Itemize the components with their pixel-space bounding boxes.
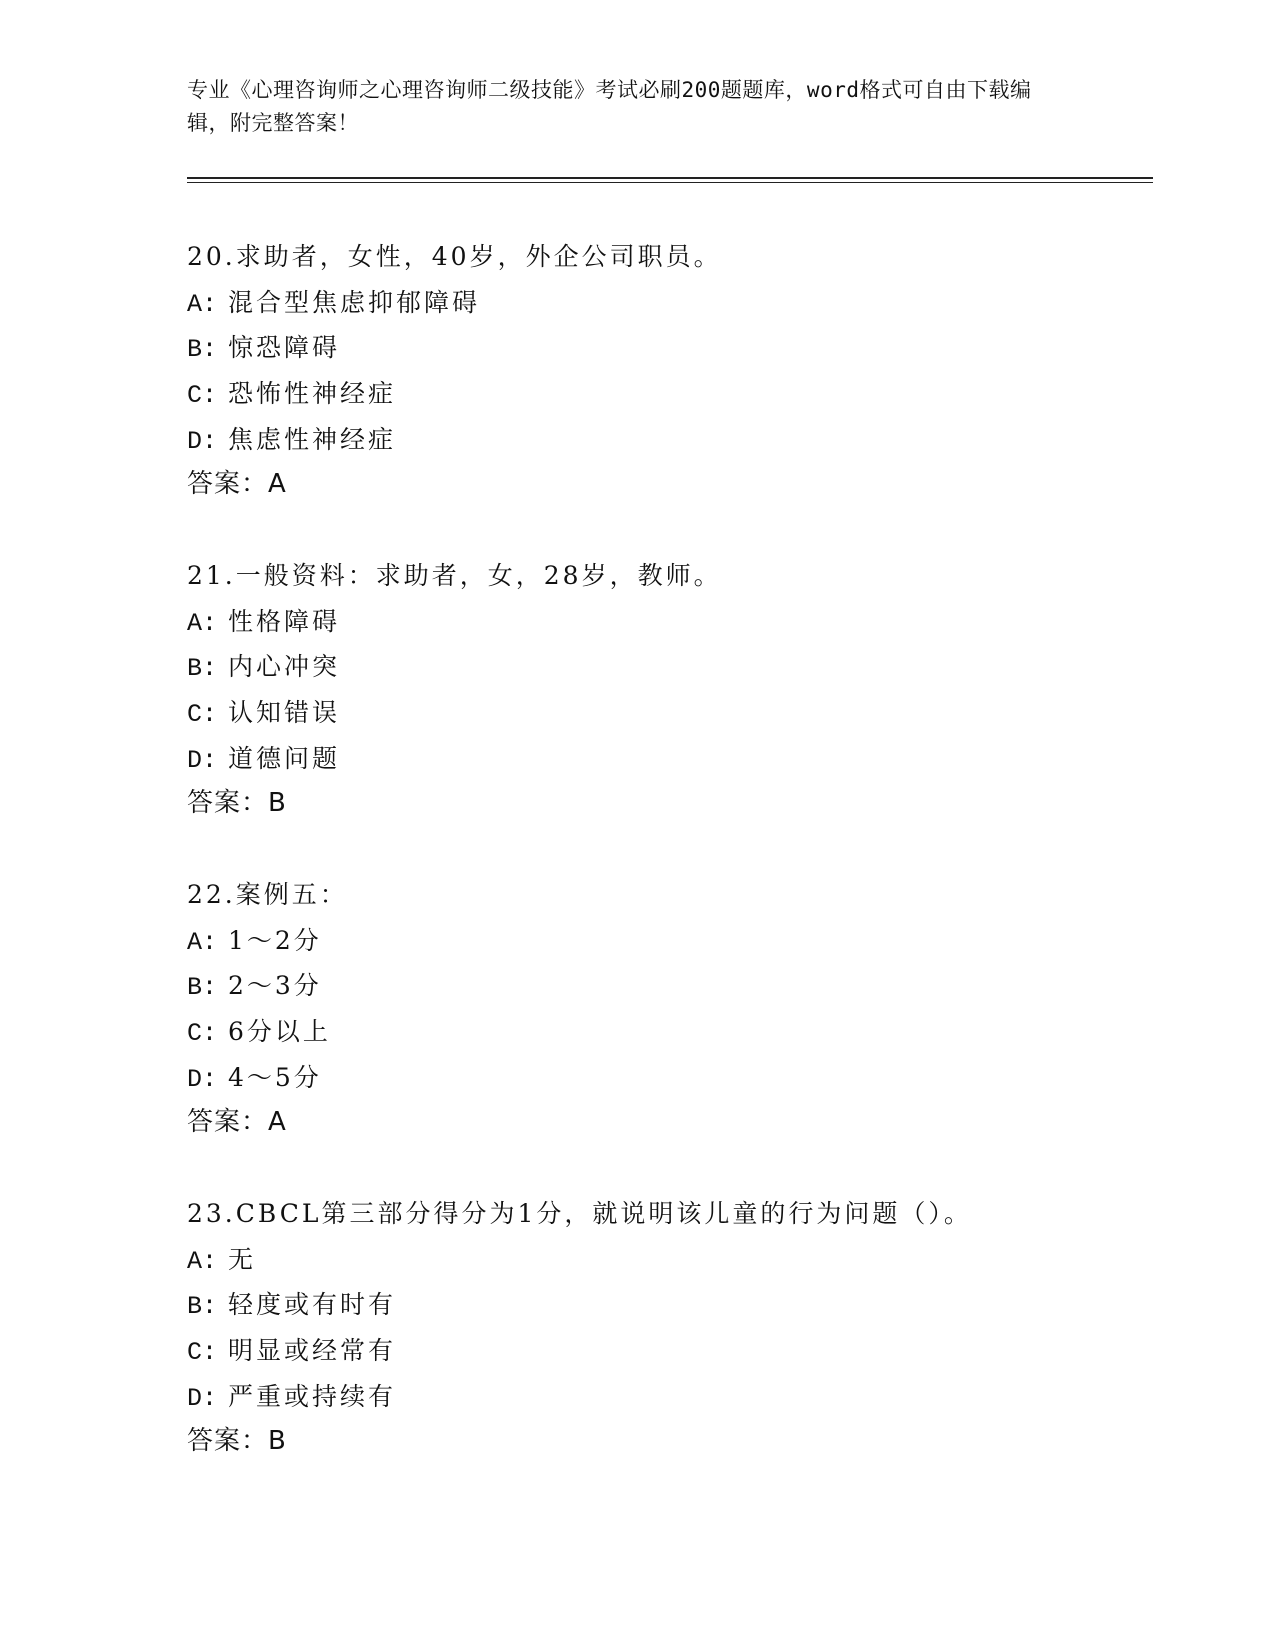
option-b [187,325,1187,371]
option-label: B: [187,654,218,684]
question-block [187,234,1187,508]
option-label: A: [187,608,218,638]
option-label: D: [187,1064,218,1094]
option-b [187,644,1187,690]
header-divider-thin [187,182,1153,183]
option-text: 1～2分 [227,925,322,955]
option-c [187,1328,1187,1374]
option-text: 惊恐障碍 [227,333,340,363]
option-label: B: [187,1292,218,1322]
question-block [187,553,1187,827]
option-label: D: [187,1383,218,1413]
option-text: 道德问题 [227,743,340,773]
option-b [187,963,1187,1009]
option-text: 2～3分 [227,971,322,1001]
option-label: D: [187,745,218,775]
option-d [187,736,1187,782]
option-text: 明显或经常有 [227,1336,396,1366]
option-c [187,371,1187,417]
option-label: C: [187,700,218,730]
option-text: 恐怖性神经症 [227,379,396,409]
option-a [187,918,1187,964]
option-label: D: [187,426,218,456]
answer-line: 答案：A [187,1107,287,1138]
option-a [187,1237,1187,1283]
header-divider-thick [187,177,1153,179]
question-stem: 22.案例五： [187,880,348,909]
option-d [187,417,1187,463]
option-text: 性格障碍 [227,606,340,636]
option-c [187,1009,1187,1055]
answer-line: 答案：B [187,788,287,819]
option-label: A: [187,927,218,957]
option-label: A: [187,1246,218,1276]
question-block [187,872,1187,1146]
option-text: 轻度或有时有 [227,1290,396,1320]
option-text: 焦虑性神经症 [227,424,396,454]
option-d [187,1055,1187,1101]
option-text: 认知错误 [227,698,340,728]
option-text: 4～5分 [227,1062,322,1092]
option-label: C: [187,1019,218,1049]
question-stem: 20.求助者，女性，40岁，外企公司职员。 [187,242,722,271]
option-label: A: [187,289,218,319]
option-a [187,280,1187,326]
question-stem: 23.CBCL第三部分得分为1分，就说明该儿童的行为问题（）。 [187,1199,972,1228]
option-text: 无 [227,1244,256,1274]
document-header: 专业《心理咨询师之心理咨询师二级技能》考试必刷200题题库，word格式可自由下载编辑，附完整答案！ [187,78,1032,135]
option-text: 严重或持续有 [227,1381,396,1411]
question-stem: 21.一般资料：求助者，女，28岁，教师。 [187,561,722,590]
option-label: C: [187,1338,218,1368]
answer-line: 答案：B [187,1426,287,1457]
option-label: C: [187,381,218,411]
option-text: 混合型焦虑抑郁障碍 [227,287,480,317]
option-c [187,690,1187,736]
option-d [187,1374,1187,1420]
option-text: 6分以上 [227,1017,331,1047]
option-a [187,599,1187,645]
option-label: B: [187,973,218,1003]
answer-line: 答案：A [187,469,287,500]
option-label: B: [187,335,218,365]
question-block [187,1191,1187,1465]
option-text: 内心冲突 [227,652,340,682]
option-b [187,1282,1187,1328]
